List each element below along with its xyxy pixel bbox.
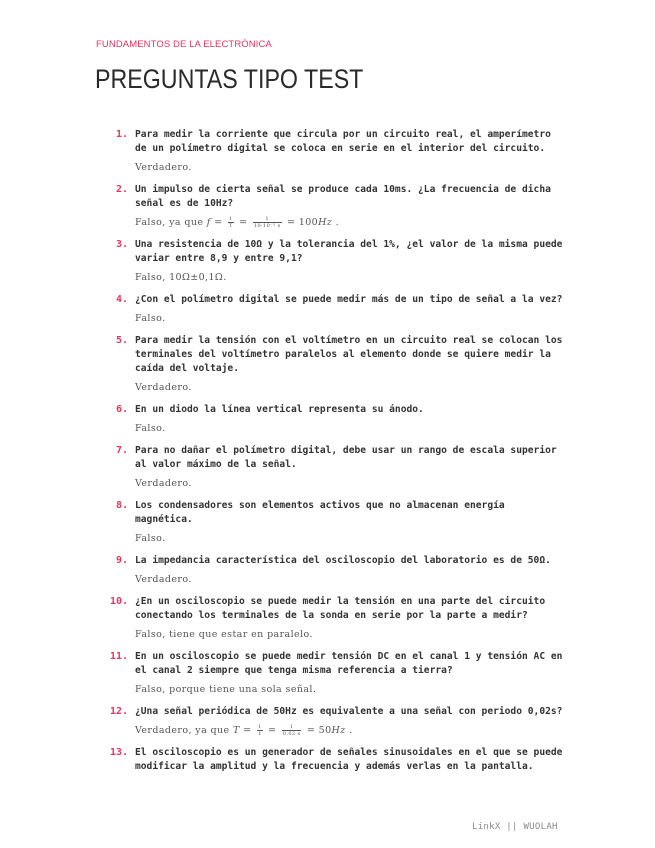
- question-number: 7.: [115, 445, 128, 456]
- answer-prefix: Falso, ya que: [135, 217, 204, 228]
- fraction-numerator: 1: [228, 216, 233, 222]
- question-answer: Verdadero, ya que T = $\frac{1}{f}$ = $\frac{1}{0,02 s}$ = 50Hz .: [135, 724, 353, 737]
- footer-watermark: LinkX || WUOLAH: [472, 822, 558, 832]
- formula-lhs: f: [206, 217, 211, 228]
- question-text: Una resistencia de 10Ω y la tolerancia del 1%, ¿el valor de la misma puede variar entre 8,9 y entre 9,1?: [135, 239, 563, 264]
- question-text: Los condensadores son elementos activos que no almacenan energía magnética.: [135, 500, 505, 525]
- question-answer: Falso, tiene que estar en paralelo.: [135, 629, 313, 640]
- question-item-7: [106, 444, 566, 490]
- question-item-6: [106, 403, 566, 435]
- question-text: ¿En un osciloscopio se puede medir la tensión en una parte del circuito conectando los terminales de la sonda en serie por la parte a medir?: [135, 596, 546, 621]
- question-item-10: [106, 595, 566, 641]
- formula-suffix: .: [349, 725, 353, 736]
- question-item-4: [106, 293, 566, 325]
- question-item-3: [106, 238, 566, 284]
- question-number: 11.: [109, 651, 128, 662]
- question-number: 3.: [115, 239, 128, 250]
- formula-suffix: .: [335, 217, 340, 228]
- question-text: En un diodo la línea vertical representa su ánodo.: [135, 404, 424, 415]
- formula-fraction: [228, 216, 234, 229]
- question-item-2: [106, 183, 566, 229]
- question-answer: Verdadero.: [135, 478, 192, 489]
- question-number: 5.: [115, 335, 128, 346]
- question-text: Para medir la corriente que circula por un circuito real, el amperímetro de un polímetro digital se coloca en serie en el interior del circuito.: [135, 129, 551, 154]
- fraction-denominator: 0,02 s: [282, 731, 301, 737]
- question-item-12: [106, 705, 566, 737]
- fraction-numerator: 1: [253, 216, 282, 223]
- fraction-numerator: 1: [257, 724, 262, 730]
- question-answer: Falso, 10Ω±0,1Ω.: [135, 272, 227, 283]
- question-answer: Falso.: [135, 423, 166, 434]
- formula-fraction: [253, 216, 282, 229]
- question-text: Para no dañar el polímetro digital, debe usar un rango de escala superior al valor máximo de la señal.: [135, 445, 557, 470]
- question-item-1: [106, 128, 566, 174]
- formula-unit: Hz: [331, 725, 346, 736]
- question-number: 2.: [115, 184, 128, 195]
- formula-lhs: T: [233, 725, 240, 736]
- formula-result: 100: [298, 217, 319, 228]
- fraction-denominator: T: [228, 223, 233, 229]
- question-number: 13.: [109, 747, 128, 758]
- question-number: 4.: [115, 294, 128, 305]
- question-number: 10.: [109, 596, 128, 607]
- question-item-13: [106, 746, 566, 774]
- page-title: PREGUNTAS TIPO TEST: [95, 64, 364, 94]
- question-item-9: [106, 554, 566, 586]
- question-number: 6.: [115, 404, 128, 415]
- formula-fraction: [257, 724, 263, 737]
- formula-result: 50: [318, 725, 332, 736]
- fraction-denominator: 10·10⁻³ s: [253, 223, 281, 229]
- answer-prefix: Verdadero, ya que: [135, 725, 230, 736]
- question-answer: Falso, porque tiene una sola señal.: [135, 684, 317, 695]
- question-number: 12.: [109, 706, 128, 717]
- question-item-11: [106, 650, 566, 696]
- formula-fraction: [282, 724, 302, 737]
- question-answer: Falso.: [135, 533, 166, 544]
- question-answer: Verdadero.: [135, 162, 192, 173]
- question-list: [106, 128, 566, 774]
- fraction-numerator: 1: [282, 724, 302, 731]
- question-text: La impedancia característica del osciloscopio del laboratorio es de 50Ω.: [135, 555, 551, 566]
- question-answer: Verdadero.: [135, 382, 192, 393]
- question-answer: Falso.: [135, 313, 166, 324]
- question-text: Un impulso de cierta señal se produce cada 10ms. ¿La frecuencia de dicha señal es de 10Hz?: [135, 184, 551, 209]
- formula-unit: Hz: [318, 217, 333, 228]
- question-number: 1.: [115, 129, 128, 140]
- question-text: ¿Con el polímetro digital se puede medir más de un tipo de señal a la vez?: [135, 294, 563, 305]
- fraction-denominator: f: [258, 731, 261, 737]
- question-number: 9.: [115, 555, 128, 566]
- question-answer: Verdadero.: [135, 574, 192, 585]
- question-text: En un osciloscopio se puede medir tensión DC en el canal 1 y tensión AC en el canal 2 siempre que tenga misma referencia a tierra?: [135, 651, 563, 676]
- question-answer: Falso, ya que f = $\frac{1}{T}$ = $\frac{1}{\text{10·10⁻³ s}}$ = 100Hz .: [135, 216, 340, 229]
- question-text: El osciloscopio es un generador de señales sinusoidales en el que se puede modificar la amplitud y la frecuencia y además verlas en la pantalla.: [135, 747, 563, 772]
- question-item-8: [106, 499, 566, 545]
- question-item-5: [106, 334, 566, 394]
- question-text: Para medir la tensión con el voltímetro en un circuito real se colocan los terminales del voltímetro paralelos al elemento donde se quiere medir la caída del voltaje.: [135, 335, 563, 374]
- question-text: ¿Una señal periódica de 50Hz es equivalente a una señal con periodo 0,02s?: [135, 706, 563, 717]
- section-label: FUNDAMENTOS DE LA ELECTRÓNICA: [96, 39, 272, 50]
- question-number: 8.: [115, 500, 128, 511]
